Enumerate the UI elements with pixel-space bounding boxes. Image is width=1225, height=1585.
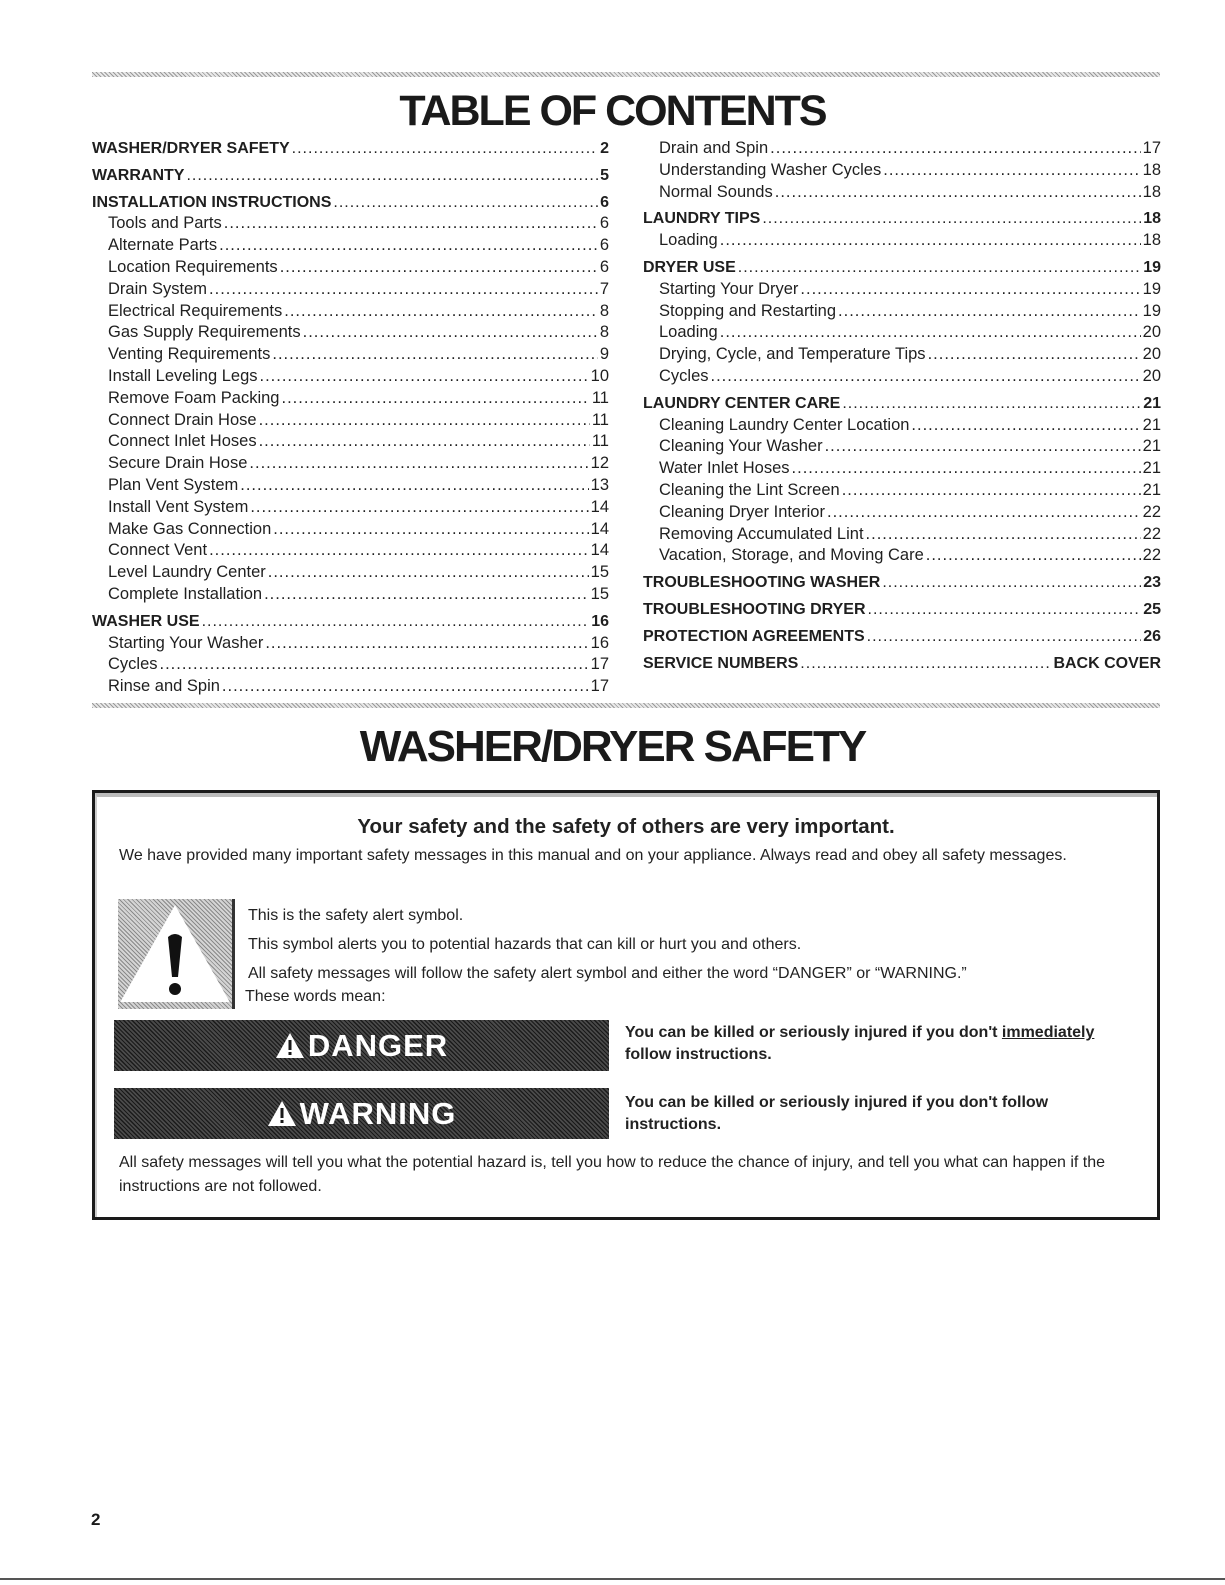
toc-entry-page: 15	[590, 584, 609, 603]
toc-dot-leader	[882, 572, 1141, 594]
toc-entry-page: 6	[599, 236, 609, 255]
toc-right-column	[643, 138, 1161, 674]
toc-entry-page: 23	[1143, 574, 1161, 592]
toc-entry-label: Tools and Parts	[108, 214, 222, 233]
toc-entry-page: 19	[1143, 258, 1161, 276]
danger-text-end: follow instructions.	[625, 1046, 772, 1063]
toc-dot-leader	[720, 230, 1141, 252]
toc-entry-page: 21	[1143, 394, 1161, 412]
toc-entry-label: Normal Sounds	[659, 182, 773, 201]
top-rule	[92, 72, 1160, 77]
toc-dot-leader	[186, 165, 598, 187]
toc-subentry	[92, 519, 609, 541]
toc-entry-page: 6	[600, 193, 609, 211]
toc-subentry	[92, 431, 609, 453]
danger-text-emphasis: immediately	[1001, 1024, 1095, 1041]
toc-entry-page: 21	[1142, 415, 1161, 434]
toc-entry-page: 14	[590, 497, 609, 516]
danger-label: DANGER	[307, 1027, 449, 1063]
warning-signal-word	[267, 1096, 457, 1132]
toc-dot-leader	[868, 599, 1142, 621]
toc-entry-label: Rinse and Spin	[108, 677, 220, 696]
toc-entry-label: Connect Drain Hose	[108, 410, 257, 429]
toc-entry-page: 14	[590, 519, 609, 538]
toc-subentry	[92, 366, 609, 388]
toc-subentry	[92, 344, 609, 366]
toc-entry-label: Starting Your Dryer	[659, 279, 799, 298]
toc-entry-label: Location Requirements	[108, 257, 278, 276]
toc-entry-label: Gas Supply Requirements	[108, 323, 301, 342]
toc-entry-label: Remove Foam Packing	[108, 388, 280, 407]
toc-subentry	[92, 475, 609, 497]
toc-entry-page: 20	[1142, 366, 1161, 385]
toc-section-entry	[92, 611, 609, 633]
toc-dot-leader	[928, 344, 1141, 366]
toc-section-entry	[643, 626, 1161, 648]
toc-entry-label: LAUNDRY CENTER CARE	[643, 394, 841, 412]
toc-subentry	[92, 257, 609, 279]
toc-entry-label: Cycles	[659, 366, 709, 385]
toc-dot-leader	[222, 676, 589, 698]
toc-entry-label: Venting Requirements	[108, 345, 271, 364]
toc-subentry	[643, 458, 1161, 480]
toc-entry-page: 22	[1142, 502, 1161, 521]
toc-dot-leader	[711, 366, 1141, 388]
toc-entry-page: 18	[1143, 210, 1161, 228]
toc-entry-page: 13	[590, 475, 609, 494]
toc-dot-leader	[866, 524, 1141, 546]
toc-entry-page: 5	[600, 166, 609, 184]
toc-dot-leader	[827, 502, 1141, 524]
toc-entry-page: 15	[590, 563, 609, 582]
toc-title: TABLE OF CONTENTS	[399, 87, 826, 135]
symbol-line-2: This symbol alerts you to potential hazards that can kill or hurt you and others.	[248, 936, 802, 953]
toc-subentry	[643, 301, 1161, 323]
toc-entry-page: 17	[590, 655, 609, 674]
symbol-line-4: These words mean:	[245, 988, 386, 1005]
toc-dot-leader	[883, 160, 1140, 182]
toc-entry-page: 18	[1142, 182, 1161, 201]
toc-dot-leader	[720, 322, 1141, 344]
toc-dot-leader	[842, 393, 1141, 415]
toc-entry-label: Loading	[659, 231, 718, 250]
toc-dot-leader	[282, 388, 590, 410]
safety-heading: WASHER/DRYER SAFETY	[359, 722, 866, 771]
toc-entry-label: SERVICE NUMBERS	[643, 654, 799, 672]
toc-dot-leader	[265, 633, 588, 655]
toc-entry-label: Connect Inlet Hoses	[108, 432, 257, 451]
safety-alert-symbol	[118, 899, 235, 1009]
toc-entry-label: TROUBLESHOOTING DRYER	[643, 600, 866, 618]
toc-dot-leader	[209, 279, 598, 301]
toc-entry-label: Alternate Parts	[108, 236, 218, 255]
toc-subentry	[643, 366, 1161, 388]
toc-entry-label: Install Vent System	[108, 497, 249, 516]
toc-entry-label: WASHER USE	[92, 612, 200, 630]
toc-subentry	[643, 436, 1161, 458]
toc-entry-label: INSTALLATION INSTRUCTIONS	[92, 193, 332, 211]
toc-entry-page: 19	[1142, 301, 1161, 320]
toc-entry-label: Plan Vent System	[108, 475, 239, 494]
toc-section-entry	[92, 192, 609, 214]
toc-entry-label: Stopping and Restarting	[659, 301, 837, 320]
toc-subentry	[92, 540, 609, 562]
toc-subentry	[92, 654, 609, 676]
toc-dot-leader	[292, 138, 598, 160]
safety-intro: We have provided many important safety messages in this manual and on your appliance. Always read and obey all safety messages.	[119, 847, 1067, 864]
toc-entry-page: 14	[590, 541, 609, 560]
toc-entry-label: DRYER USE	[643, 258, 736, 276]
toc-entry-label: Starting Your Washer	[108, 633, 264, 652]
toc-subentry	[643, 279, 1161, 301]
toc-dot-leader	[273, 519, 588, 541]
toc-entry-label: Vacation, Storage, and Moving Care	[659, 546, 924, 565]
toc-entry-page: 12	[590, 454, 609, 473]
toc-entry-page: 9	[599, 345, 609, 364]
toc-entry-page: 18	[1142, 160, 1161, 179]
toc-entry-label: Understanding Washer Cycles	[659, 160, 882, 179]
toc-dot-leader	[268, 562, 589, 584]
toc-section-entry	[643, 653, 1161, 675]
toc-section-entry	[92, 165, 609, 187]
toc-section-entry	[643, 599, 1161, 621]
warning-signal-panel	[114, 1088, 609, 1139]
toc-entry-page: 20	[1142, 323, 1161, 342]
toc-entry-page: 6	[599, 257, 609, 276]
toc-dot-leader	[842, 480, 1141, 502]
toc-entry-label: WARRANTY	[92, 166, 185, 184]
toc-dot-leader	[911, 415, 1140, 437]
warning-label: WARNING	[299, 1095, 457, 1131]
toc-subentry	[92, 213, 609, 235]
toc-dot-leader	[926, 545, 1141, 567]
toc-entry-label: Drain and Spin	[659, 139, 769, 157]
toc-entry-page: 26	[1143, 627, 1161, 645]
toc-subentry	[643, 182, 1161, 204]
toc-dot-leader	[867, 626, 1142, 648]
toc-entry-label: Water Inlet Hoses	[659, 459, 790, 478]
toc-entry-label: Drain System	[108, 279, 208, 298]
toc-dot-leader	[209, 540, 589, 562]
toc-entry-label: Removing Accumulated Lint	[659, 524, 864, 543]
toc-entry-page: 22	[1142, 546, 1161, 565]
toc-entry-label: Level Laundry Center	[108, 563, 266, 582]
toc-entry-page: 11	[591, 410, 609, 429]
toc-dot-leader	[250, 497, 588, 519]
toc-subentry	[643, 322, 1161, 344]
toc-subentry	[643, 138, 1161, 160]
toc-dot-leader	[775, 182, 1141, 204]
toc-entry-label: Make Gas Connection	[108, 519, 272, 538]
safety-box-title: Your safety and the safety of others are very important.	[357, 815, 895, 838]
toc-subentry	[643, 545, 1161, 567]
toc-dot-leader	[249, 453, 588, 475]
toc-dot-leader	[272, 344, 597, 366]
toc-dot-leader	[219, 235, 598, 257]
toc-dot-leader	[264, 584, 589, 606]
bottom-edge-line	[0, 1578, 1225, 1580]
toc-entry-page: 21	[1142, 459, 1161, 478]
toc-entry-page: 6	[599, 214, 609, 233]
toc-dot-leader	[260, 366, 589, 388]
toc-dot-leader	[762, 208, 1141, 230]
toc-subentry	[92, 584, 609, 606]
symbol-line-3: All safety messages will follow the safety alert symbol and either the word “DANGER” or “WARNING.”	[248, 965, 967, 982]
toc-subentry	[92, 279, 609, 301]
toc-entry-page: 10	[590, 366, 609, 385]
symbol-line-1: This is the safety alert symbol.	[248, 907, 464, 924]
toc-entry-page: 25	[1143, 600, 1161, 618]
alert-triangle-icon	[267, 1100, 297, 1127]
safety-alert-triangle-icon	[118, 899, 232, 1009]
warning-text: You can be killed or seriously injured if you don't follow instructions.	[625, 1094, 1049, 1133]
toc-entry-label: Electrical Requirements	[108, 301, 283, 320]
toc-entry-page: 8	[599, 323, 609, 342]
toc-subentry	[643, 160, 1161, 182]
toc-entry-page: 11	[591, 432, 609, 451]
danger-text	[625, 1022, 1155, 1066]
toc-entry-page: BACK COVER	[1053, 654, 1161, 672]
toc-entry-label: Cleaning Your Washer	[659, 437, 823, 456]
toc-entry-label: Complete Installation	[108, 584, 263, 603]
toc-subentry	[92, 497, 609, 519]
toc-subentry	[92, 301, 609, 323]
toc-entry-page: 17	[1142, 139, 1161, 157]
toc-entry-label: LAUNDRY TIPS	[643, 210, 761, 228]
toc-dot-leader	[280, 257, 598, 279]
toc-dot-leader	[770, 138, 1140, 160]
toc-subentry	[92, 633, 609, 655]
safety-message-box	[92, 790, 1160, 1220]
toc-dot-leader	[333, 192, 598, 214]
toc-entry-label: Cycles	[108, 655, 158, 674]
alert-triangle-icon	[275, 1032, 305, 1059]
danger-text-start: You can be killed or seriously injured if you don't	[625, 1024, 1002, 1041]
toc-subentry	[643, 524, 1161, 546]
toc-subentry	[92, 562, 609, 584]
toc-subentry	[643, 230, 1161, 252]
toc-dot-leader	[792, 458, 1141, 480]
toc-dot-leader	[825, 436, 1141, 458]
toc-subentry	[92, 453, 609, 475]
toc-entry-page: 18	[1142, 231, 1161, 250]
toc-entry-label: TROUBLESHOOTING WASHER	[643, 574, 881, 592]
toc-entry-page: 16	[591, 612, 609, 630]
toc-entry-page: 11	[591, 388, 609, 407]
toc-entry-page: 8	[599, 301, 609, 320]
toc-dot-leader	[284, 301, 598, 323]
toc-dot-leader	[800, 653, 1051, 675]
toc-section-entry	[643, 208, 1161, 230]
toc-dot-leader	[303, 322, 598, 344]
toc-dot-leader	[838, 301, 1141, 323]
toc-dot-leader	[800, 279, 1140, 301]
toc-entry-label: Drying, Cycle, and Temperature Tips	[659, 345, 926, 364]
toc-section-entry	[643, 257, 1161, 279]
toc-entry-page: 17	[590, 677, 609, 696]
middle-rule	[92, 703, 1160, 708]
toc-left-column	[92, 138, 609, 698]
toc-entry-page: 20	[1142, 345, 1161, 364]
toc-subentry	[92, 235, 609, 257]
toc-subentry	[92, 322, 609, 344]
toc-dot-leader	[738, 257, 1141, 279]
page-number: 2	[91, 1510, 101, 1529]
toc-entry-label: PROTECTION AGREEMENTS	[643, 627, 865, 645]
toc-entry-page: 16	[590, 633, 609, 652]
toc-entry-page: 21	[1142, 480, 1161, 499]
toc-subentry	[92, 676, 609, 698]
toc-dot-leader	[202, 611, 590, 633]
toc-subentry	[643, 415, 1161, 437]
danger-signal-word	[275, 1028, 448, 1064]
toc-subentry	[643, 480, 1161, 502]
toc-dot-leader	[160, 654, 589, 676]
toc-entry-label: Connect Vent	[108, 541, 208, 560]
toc-entry-label: WASHER/DRYER SAFETY	[92, 140, 290, 157]
toc-entry-label: Cleaning Laundry Center Location	[659, 415, 910, 434]
safety-closing: All safety messages will tell you what the potential hazard is, tell you how to reduce the chance of injury, and tell you what can happen if the instructions are not followed.	[119, 1154, 1106, 1195]
toc-subentry	[643, 502, 1161, 524]
toc-entry-label: Secure Drain Hose	[108, 454, 248, 473]
toc-section-entry	[643, 572, 1161, 594]
toc-entry-page: 21	[1142, 437, 1161, 456]
toc-section-entry	[643, 393, 1161, 415]
toc-dot-leader	[224, 213, 598, 235]
toc-entry-label: Cleaning Dryer Interior	[659, 502, 825, 521]
toc-entry-page: 7	[599, 279, 609, 298]
toc-subentry	[643, 344, 1161, 366]
toc-entry-label: Install Leveling Legs	[108, 366, 258, 385]
toc-entry-page: 19	[1142, 279, 1161, 298]
toc-subentry	[92, 388, 609, 410]
toc-entry-page: 2	[600, 140, 609, 157]
toc-section-entry	[92, 138, 609, 160]
toc-entry-label: Cleaning the Lint Screen	[659, 480, 840, 499]
toc-dot-leader	[240, 475, 588, 497]
toc-dot-leader	[259, 431, 590, 453]
toc-entry-page: 22	[1142, 524, 1161, 543]
toc-subentry	[92, 410, 609, 432]
danger-signal-panel	[114, 1020, 609, 1071]
toc-entry-label: Loading	[659, 323, 718, 342]
toc-dot-leader	[259, 410, 590, 432]
